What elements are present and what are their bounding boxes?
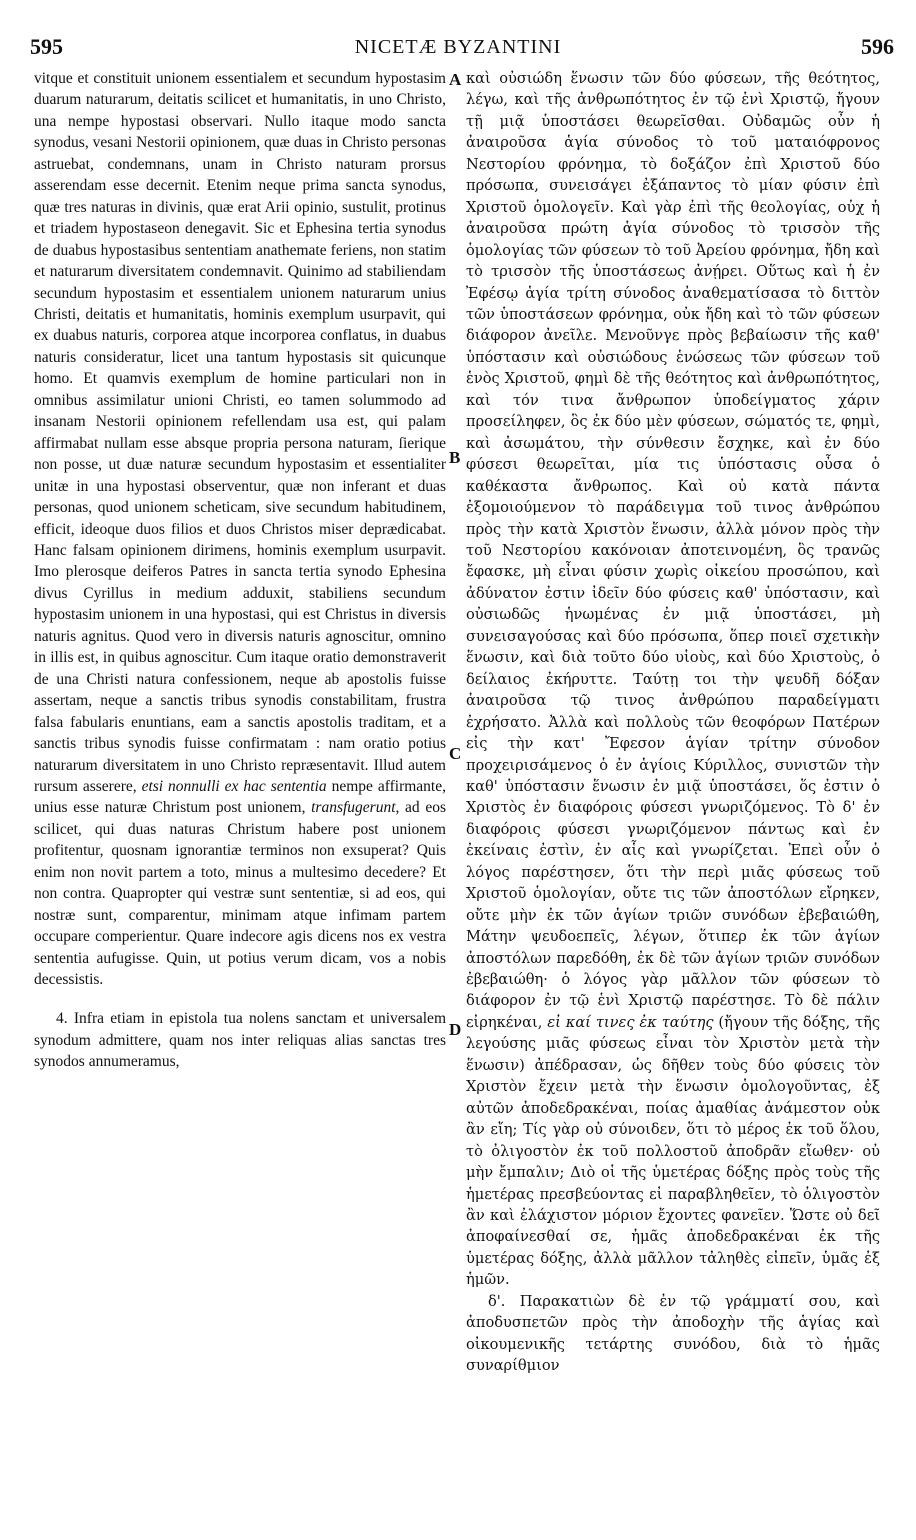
- greek-text: καὶ οὐσιώδη ἕνωσιν τῶν δύο φύσεων, τῆς θεότητος, λέγω, καὶ τῆς ἀνθρωπότητος ἐν τῷ ἑνὶ Χριστῷ, ἤγουν τῇ μιᾷ ὑποστάσει θεωρεῖσθαι. Οὐδαμῶς οὖν ἡ ἀναιροῦσα ἁγία σύνοδος τὸ τοῦ ματαιόφρονος Νεστορίου φρόνημα, τὸ δοξάζον ἐπὶ Χριστοῦ δύο πρόσωπα, συνεισάγει ἐξάπαντος τὸ μίαν φύσιν ἐπὶ Χριστοῦ ὁμολογεῖν. Καὶ γὰρ ἐπὶ τῆς θεολογίας, οὐχ ἡ ἀναιροῦσα πρώτη ἁγία σύνοδος τὸ τρισσὸν τῆς ὁμολογίας τῶν φύσεων τὸ τοῦ Ἀρείου φρόνημα, ἤδη καὶ τὸ τρισσὸν τῆς ὑποστάσεως ἀνῄρει. Οὕτως καὶ ἡ ἐν Ἐφέσῳ ἁγία τρίτη σύνοδος ἀναθεματίσασα τὸ διττὸν τῶν ὑποστάσεων φρόνημα, οὐκ ἤδη καὶ τὸ τῶν φύσεων διάφορον ἀνεῖλε. Μενοῦνγε πρὸς βεβαίωσιν τῆς καθ' ὑπόστασιν καὶ οὐσιώδους ἑνώσεως τῶν φύσεων τοῦ ἑνὸς Χριστοῦ, φημὶ δὲ τῆς θεότητος καὶ ἀνθρωπότητος, καὶ τόν τινα ἄνθρωπον ὑποδείγματος χάριν προσείληφεν, ὃς ἐκ δύο μὲν φύσεων, σώματός τε, φημὶ, καὶ ἀσωμάτου, τὴν σύνθεσιν ἔσχηκε, καὶ ἐν δύο φύσεσι θεωρεῖται, μία τις ὑπόστασις οὖσα ὁ καθέκαστα ἄνθρωπος. Καὶ οὐ κατὰ πάντα ἐξομοιούμενον τὸ παράδειγμα τοῦ τινος ἀνθρώπου πρὸς τὴν κατὰ Χριστὸν ἕνωσιν, ἀλλὰ μόνον πρὸς τὴν τοῦ Νεστορίου κακόνοιαν ἀποτεινομένη, ὃς τρανῶς ἔφασκε, μὴ εἶναι φύσιν χωρὶς οἰκείου προσώπου, καὶ ἀδύνατον ἐστιν ἰδεῖν δύο φύσεις καθ' ὑπόστασιν, καὶ οὐσιωδῶς ἡνωμένας ἐν μιᾷ ὑποστάσει, μὴ συνεισαγούσας καὶ δύο πρόσωπα, ὅπερ ποιεῖ σχετικὴν ἕνωσιν, καὶ διὰ τοῦτο δύο υἱοὺς, καὶ δύο Χριστοὺς, ὁ δείλαιος ἐκήρυττε. Ταύτῃ τοι τὴν ψευδῆ δόξαν ἀναιροῦσα τῷ τινος ἀνθρώπου παραδείγματι ἐχρήσατο. Ἀλλὰ καὶ πολλοὺς τῶν θεοφόρων Πατέρων εἰς τὴν κατ' Ἔφεσον ἁγίαν τρίτην σύνοδον προχειρισάμενος ὁ ἐν ἁγίοις Κύριλλος, συνιστῶν τὴν καθ' ὑπόστασιν ἕνωσιν ἐν μιᾷ ὑποστάσει, ὅς ἐστιν ὁ Χριστὸς ἐν διαφόροις φύσεσι γνωριζόμενος. Τὸ δ' ἐν διαφόροις φύσεσι γνωριζόμενον πάντως καὶ ἐν ἐκείναις ἐστὶν, ἐν αἷς καὶ γνωρίζεται. Ἐπεὶ οὖν ὁ λόγος παρέστησεν, ὅτι τὴν περὶ μιᾶς φύσεως τοῦ Χριστοῦ ὁμολογίαν, οὔτε τις τῶν ἀποστόλων εἴρηκεν, οὔτε μὴν ἐκ τῶν ἁγίων τριῶν συνόδων ἐβεβαιώθη, Μάτην ψευδοεπεῖς, λέγων, ὅτιπερ ἐκ τῶν ἁγίων ἀποστόλων παρεδόθη, ἐκ δὲ τῶν ἁγίων τριῶν συνόδων ἐβεβαιώθη· ὁ λόγος γὰρ μᾶλλον τῶν φύσεων τὸ διάφορον ἐν τῷ ἑνὶ Χριστῷ παρέστησε. Τὸ δὲ πάλιν εἰρηκέναι,: [466, 70, 880, 1031]
- greek-paragraph: [466, 68, 880, 1291]
- latin-text: , ad eos scilicet, qui duas naturas Christum habere post unionem profitentur, quosnam ignorantiæ terminos non exsuperat? Quis enim non novit partem a toto, minus a multesimo decedere? Et non contra. Quapropter qui vestræ sunt sententiæ, si ad eos, qui nostræ sunt, comparentur, minimam atque infimam partem occupare comperientur. Quare indecore agis dicens nos ex vestra sententia aufugisse. Quin, ut potius verum dicam, vos a nobis decessistis.: [34, 799, 446, 989]
- margin-marker-d: D: [449, 1020, 462, 1039]
- latin-column: [34, 68, 446, 1073]
- greek-column: [466, 68, 880, 1377]
- margin-marker-c: C: [449, 744, 462, 763]
- page-number-left: 595: [30, 34, 63, 59]
- greek-italic-phrase: εἰ καί τινες ἐκ ταύτης: [547, 1013, 714, 1031]
- margin-marker-a: A: [449, 70, 462, 89]
- greek-text: (ἤγουν τῆς δόξης, τῆς λεγούσης μιᾶς φύσεως εἶναι τὸν Χριστὸν μετὰ τὴν ἕνωσιν) ἀπέδρασαν, ὡς δῆθεν τοὺς δύο φύσεις τὸν Χριστὸν ἔχειν μετὰ τὴν ἕνωσιν ὁμολογοῦντας, ἐξ αὐτῶν ἀποδεδρακέναι, ποίας ἀμαθίας ἀνάμεστον οὐκ ἂν εἴη; Τίς γὰρ οὐ σύνοιδεν, ὅτι τὸ μέρος ἐκ τοῦ ὅλου, τὸ ὀλιγοστὸν ἐκ τοῦ πολλοστοῦ ἀποδρᾶν εἴωθεν· οὐ μὴν ἔμπαλιν; Διὸ οἱ τῆς ὑμετέρας δόξης πρὸς τοὺς τῆς ἡμετέρας πρεσβεύοντας εἰ παραβληθεῖεν, τὸ ὀλιγοστὸν ἂν καὶ ἐλάχιστον μόριον ἔχοντες φανεῖεν. Ὥστε οὐ δεῖ ἀποφαίνεσθαί σε, ἡμᾶς ἀποδεδρακέναι ἐκ τῆς ὑμετέρας δόξης, ἀλλὰ μᾶλλον τἀληθὲς εἰπεῖν, ὑμᾶς ἐξ ἡμῶν.: [466, 1013, 880, 1289]
- latin-paragraph: [34, 68, 446, 990]
- latin-text: nempe affirmante, unius esse naturæ Christum post unionem,: [34, 777, 446, 817]
- greek-paragraph-4: δ'. Παρακατιὼν δὲ ἐν τῷ γράμματί σου, καὶ ἀποδυσπετῶν πρὸς τὴν ἀποδοχὴν τῆς ἁγίας καὶ οἰκουμενικῆς τετάρτης συνόδου, διὰ τὸ ἡμᾶς συναρίθμιον: [466, 1292, 880, 1375]
- running-title: NICETÆ BYZANTINI: [354, 36, 562, 58]
- margin-marker-b: B: [449, 448, 461, 467]
- page-number-right: 596: [861, 34, 894, 59]
- page-header: [0, 34, 916, 64]
- latin-paragraph-4: 4. Infra etiam in epistola tua nolens sanctam et universalem synodum admittere, quam nos inter reliquas alias sanctas tres synodos annumeramus,: [34, 1010, 446, 1071]
- latin-italic-word: transfugerunt: [311, 799, 396, 817]
- latin-italic-phrase: etsi nonnulli ex hac sententia: [141, 777, 327, 795]
- latin-text: vitque et constituit unionem essentialem et secundum hypostasim duarum naturarum, deitatis scilicet et humanitatis, in uno Christo, una nempe hypostasi observari. Nullo itaque modo sancta synodus, vesani Nestorii opinionem, quæ duas in Christo personas astruebat, condemnans, unam in Christo naturam prorsus asserendam esse decernit. Etenim neque prima sancta synodus, quæ tres naturas in divinis, quæ erat Arii opinio, sustulit, protinus et triadem hypostaseon denegavit. Sic et Ephesina tertia synodus de duabus hypostasibus sententiam anathemate feriens, non statim et naturarum diversitatem condemnavit. Quinimo ad stabiliendam secundum hypostasim et essentialem unionem naturarum unius Christi, deitatis et humanitatis, hominis exemplum usurpavit, qui ex duabus naturis, corporea atque incorporea conflatus, in duabus naturis consideratur, licet una tantum hypostasis sit quicunque homo. Et quamvis exemplum de homine particulari non in omnibus assimilatur unioni Christi, eo tamen solummodo ad insanam Nestorii opinionem refellendam usa est, qui palam affirmabat nullam esse absque propria persona naturam, ſierique non posse, ut duæ naturæ secundum hypostasim et essentialiter unitæ in una hypostasi observentur, quæ non inferant et duas personas, quod unionem scheticam, sive secundum habitudinem, efficit, ideoque duos filios et duos Christos miser deprædicabat. Hanc falsam opinionem dirimens, hominis exemplum usurpavit. Imo plerosque deiferos Patres in sancta tertia synodo Ephesina divus Cyrillus in medium adduxit, stabiliens secundum hypostasim unionem in una hypostasi, qui est Christus in diversis naturis agnitus. Quod vero in diversis naturis agnoscitur, omnino in illis est, in quibus agnoscitur. Cum itaque oratio demonstraverit de una Christi natura confessionem, neque ab apostolis fuisse assertam, neque a sanctis tribus synodis constabilitam, frustra falsa fabularis enuntians, eam a sanctis apostolis traditam, et a sanctis tribus synodis fuisse confirmatam : nam oratio potius naturarum diversitatem in uno Christo repræsentavit. Illud autem rursum asserere,: [34, 70, 446, 795]
